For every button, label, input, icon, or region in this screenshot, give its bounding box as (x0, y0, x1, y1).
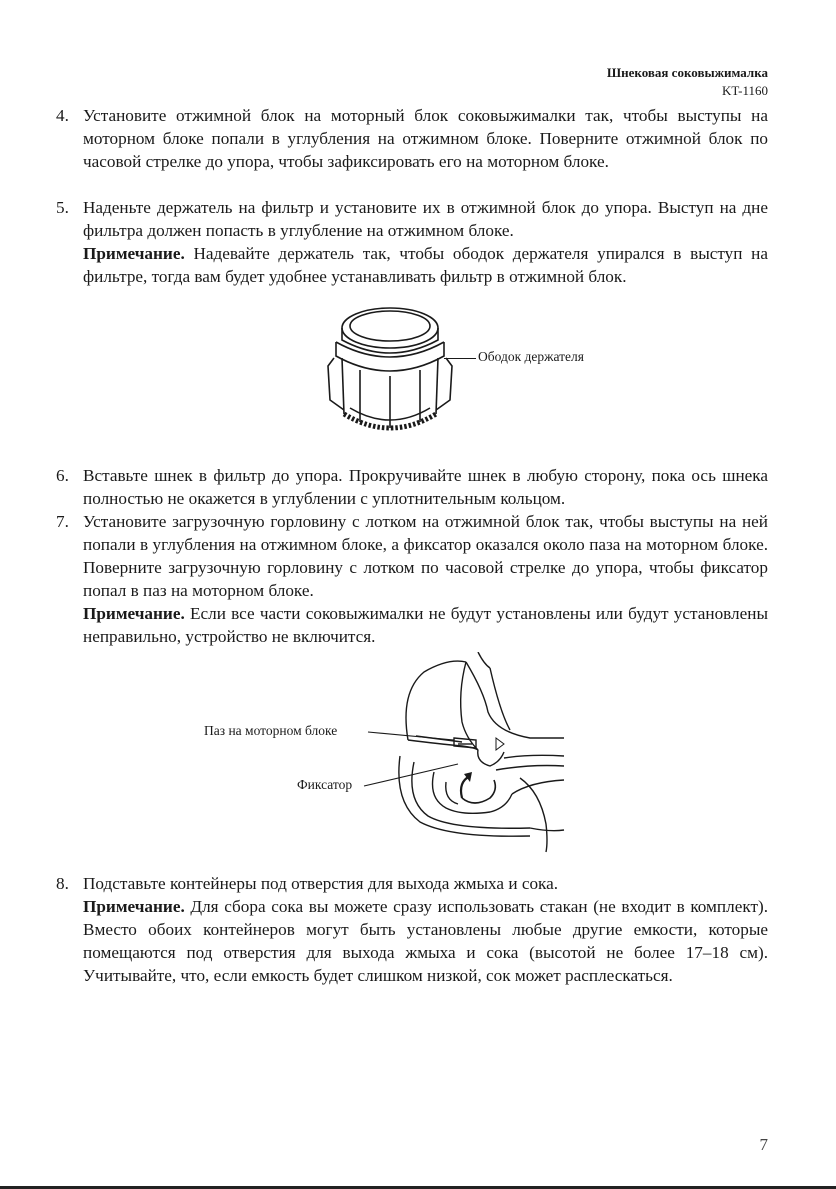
latch-slot-drawing (200, 652, 580, 856)
item-number: 5. (56, 198, 69, 217)
item-body (83, 104, 768, 173)
note-text: Надевайте держатель так, чтобы ободок держателя упирался в выступ на фильтре, тогда вам будет удобнее устанавливать фильтр в отжимной блок. (83, 244, 768, 286)
holder-figure (320, 296, 640, 446)
item-text: Вставьте шнек в фильтр до упора. Прокручивайте шнек в любую сторону, пока ось шнека полностью не окажется в углублении с уплотнительным кольцом. (83, 466, 768, 508)
holder-rim-label: Ободок держателя (478, 349, 584, 364)
page-number: 7 (759, 1135, 768, 1154)
instruction-item-4 (56, 104, 768, 173)
item-text: Установите загрузочную горловину с лотком на отжимной блок так, чтобы выступы на ней попали в углубления на отжимном блоке, а фиксатор оказался около паза на моторном блоке. Поверните загрузочную горловину с лотком по часовой стрелке до упора, чтобы фиксатор попал в паз на моторном блоке. (83, 512, 768, 600)
note-text: Если все части соковыжималки не будут установлены или будут установлены неправильно, устройство не включится. (83, 604, 768, 646)
item-number: 7. (56, 512, 69, 531)
header-model: KT-1160 (722, 83, 768, 98)
latch-label: Фиксатор (297, 777, 353, 792)
note-label: Примечание. (83, 244, 185, 263)
item-body (83, 464, 768, 510)
item-body (83, 196, 768, 288)
item-note (83, 895, 768, 987)
item-body (83, 510, 768, 648)
note-label: Примечание. (83, 897, 185, 916)
item-text: Наденьте держатель на фильтр и установите их в отжимной блок до упора. Выступ на дне фильтра должен попасть в углубление на отжимном блоке. (83, 198, 768, 240)
note-label: Примечание. (83, 604, 185, 623)
item-body (83, 872, 768, 987)
motor-slot-label: Паз на моторном блоке (204, 723, 338, 738)
instruction-item-7 (56, 510, 768, 648)
item-number: 6. (56, 466, 69, 485)
instruction-item-8 (56, 872, 768, 987)
note-text: Для сбора сока вы можете сразу использовать стакан (не входит в комплект). Вместо обоих контейнеров могут быть установлены любые другие емкости, которые помещаются под отверстия для выхода жмыха и сока (высотой не более 17–18 см). Учитывайте, что, если емкость будет слишком низкой, сок может расплескаться. (83, 897, 768, 985)
item-number: 4. (56, 106, 69, 125)
page-header (607, 64, 768, 100)
item-number: 8. (56, 874, 69, 893)
filter-holder-drawing (320, 296, 460, 446)
item-note (83, 602, 768, 648)
header-title: Шнековая соковыжималка (606, 65, 768, 80)
item-text: Установите отжимной блок на моторный блок соковыжималки так, чтобы выступы на моторном блоке попали в углубления на отжимном блоке. Поверните отжимной блок по часовой стрелке до упора, чтобы зафиксировать его на моторном блоке. (83, 106, 768, 171)
holder-leader-line (444, 358, 476, 359)
instruction-item-6 (56, 464, 768, 510)
instruction-item-5 (56, 196, 768, 288)
latch-figure (200, 652, 580, 856)
item-note (83, 242, 768, 288)
item-text: Подставьте контейнеры под отверстия для выхода жмыха и сока. (83, 874, 559, 893)
